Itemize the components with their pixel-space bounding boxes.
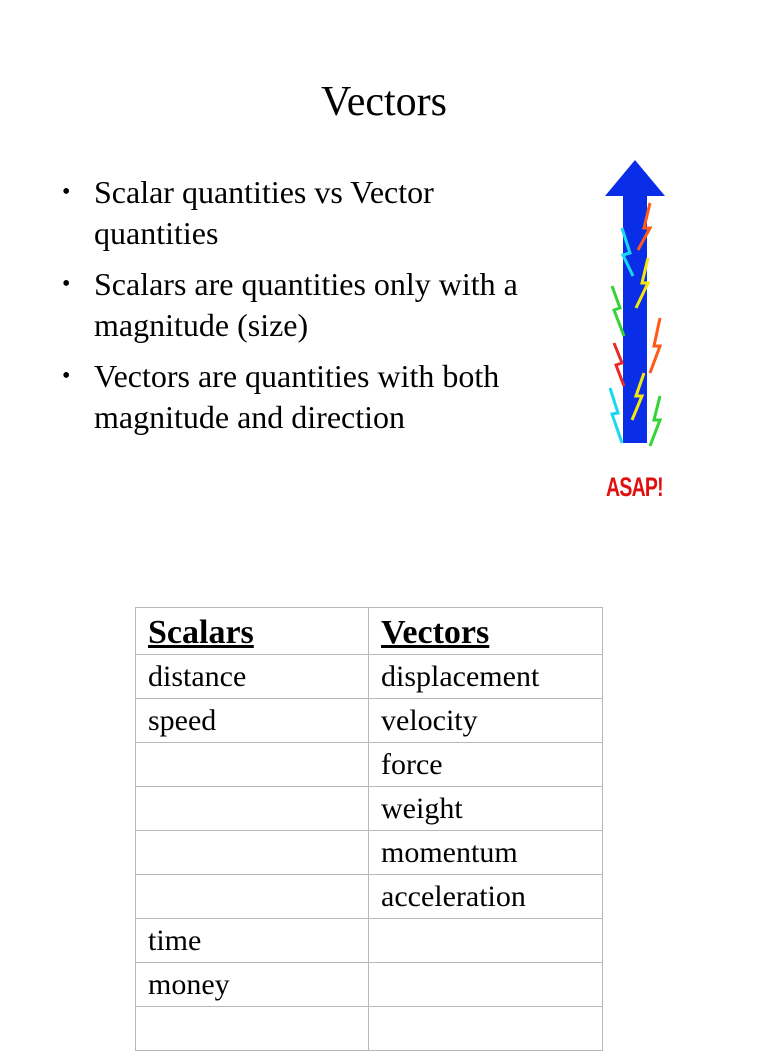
column-header-vectors: Vectors [369, 608, 603, 655]
bullet-icon: • [62, 271, 71, 297]
table-cell: momentum [369, 831, 603, 875]
table-row [136, 875, 603, 919]
table-cell: acceleration [369, 875, 603, 919]
bullet-list [62, 172, 532, 448]
bullet-icon: • [62, 179, 71, 205]
table-cell [369, 1007, 603, 1051]
table-row [136, 1007, 603, 1051]
table-cell [136, 831, 369, 875]
table-row [136, 699, 603, 743]
scalars-vectors-table [135, 607, 603, 1051]
table-cell [369, 963, 603, 1007]
asap-caption: ASAP! [606, 472, 663, 502]
table-cell [136, 1007, 369, 1051]
bullet-text: Vectors are quantities with both magnitude and direction [94, 358, 500, 435]
list-item [62, 172, 532, 254]
table-row [136, 787, 603, 831]
bullet-text: Scalar quantities vs Vector quantities [94, 174, 434, 251]
lightning-arrow-icon [600, 158, 670, 458]
list-item [62, 356, 532, 438]
table-cell [136, 743, 369, 787]
table-cell [136, 787, 369, 831]
table-cell [369, 919, 603, 963]
table-row [136, 963, 603, 1007]
bullet-icon: • [62, 363, 71, 389]
table-cell: distance [136, 655, 369, 699]
list-item [62, 264, 532, 346]
table-cell: weight [369, 787, 603, 831]
page-title: Vectors [321, 79, 447, 125]
table-row [136, 743, 603, 787]
table-cell: force [369, 743, 603, 787]
table-header-row [136, 608, 603, 655]
table-row [136, 831, 603, 875]
table-cell: velocity [369, 699, 603, 743]
table-cell: money [136, 963, 369, 1007]
table-cell: time [136, 919, 369, 963]
column-header-scalars: Scalars [136, 608, 369, 655]
table-cell: displacement [369, 655, 603, 699]
table-row [136, 655, 603, 699]
bullet-text: Scalars are quantities only with a magnitude (size) [94, 266, 518, 343]
table-cell [136, 875, 369, 919]
table-cell: speed [136, 699, 369, 743]
table-row [136, 919, 603, 963]
